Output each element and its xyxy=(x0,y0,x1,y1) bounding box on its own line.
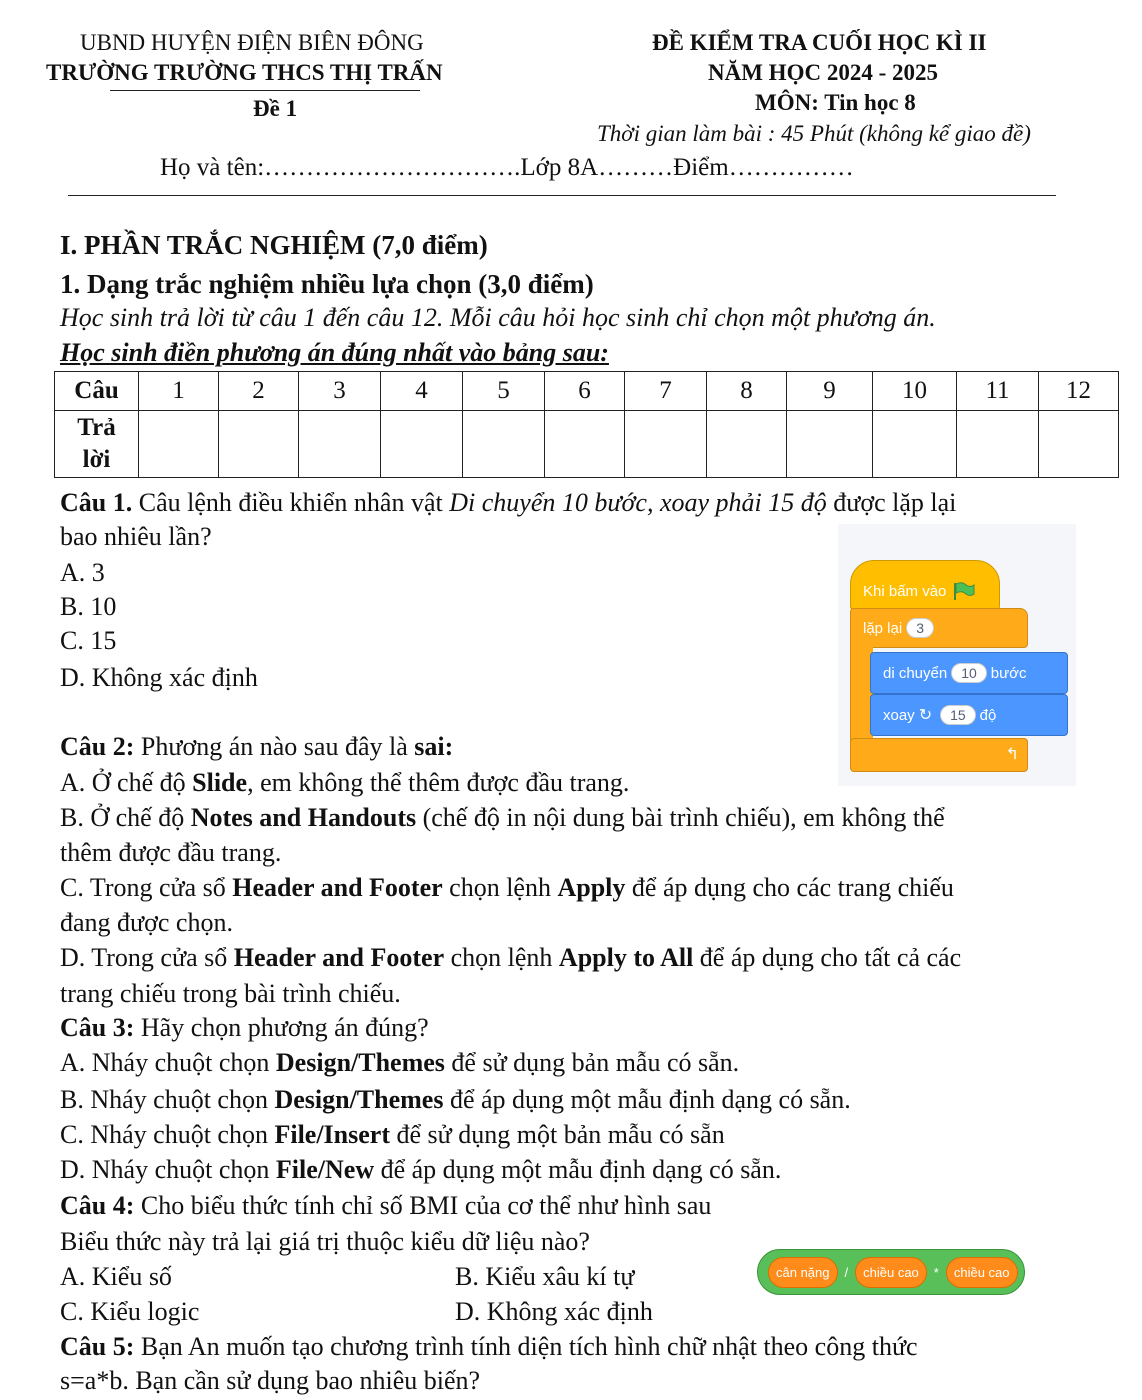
answer-cell[interactable] xyxy=(463,411,545,478)
q2-option-d-cont: trang chiếu trong bài trình chiếu. xyxy=(60,979,401,1008)
section-subtitle: 1. Dạng trắc nghiệm nhiều lựa chọn (3,0 điểm) xyxy=(60,269,594,299)
q4-option-c: C. Kiểu logic xyxy=(60,1297,200,1326)
time-limit: Thời gian làm bài : 45 Phút (không kể giao đề) xyxy=(597,121,1031,146)
question-5-line2: s=a*b. Bạn cần sử dụng bao nhiêu biến? xyxy=(60,1366,481,1395)
q2c-bold: Apply xyxy=(557,873,626,902)
question-number: 4 xyxy=(381,372,463,411)
answer-cell[interactable] xyxy=(957,411,1039,478)
question-1-label: Câu 1. xyxy=(60,488,133,517)
question-1-line2: bao nhiêu lần? xyxy=(60,522,212,551)
question-5-line1 xyxy=(60,1330,918,1364)
question-1-text-em: Di chuyển 10 bước, xoay phải 15 độ xyxy=(449,488,827,517)
q2-option-b xyxy=(60,801,945,835)
repeat-label: lặp lại xyxy=(863,619,903,637)
answer-cell[interactable] xyxy=(707,411,787,478)
repeat-block-bottom xyxy=(850,738,1028,772)
q2-option-b-cont: thêm được đầu trang. xyxy=(60,838,282,867)
answer-cell[interactable] xyxy=(139,411,219,478)
turn-degrees-value: 15 xyxy=(940,705,976,725)
question-2-line xyxy=(60,730,453,764)
q2d-bold: Header and Footer xyxy=(233,943,445,972)
answer-cell[interactable] xyxy=(219,411,299,478)
q3-option-a xyxy=(60,1046,739,1080)
q3b-bold: Design/Themes xyxy=(274,1085,444,1114)
q2-option-c-cont: đang được chọn. xyxy=(60,908,233,937)
question-number: 7 xyxy=(625,372,707,411)
q2d-part: để áp dụng cho tất cả các xyxy=(693,943,962,972)
q2d-part: D. Trong cửa sổ xyxy=(60,943,234,972)
question-3-text: Hãy chọn phương án đúng? xyxy=(134,1013,429,1042)
question-1-text-b: được lặp lại xyxy=(826,488,957,517)
move-label: di chuyển xyxy=(883,664,948,682)
q3-option-b xyxy=(60,1083,851,1117)
q1-option-d: D. Không xác định xyxy=(60,663,258,692)
q3a-bold: Design/Themes xyxy=(275,1048,445,1077)
q4-option-a: A. Kiểu số xyxy=(60,1262,172,1291)
bmi-expression-block xyxy=(757,1249,1025,1295)
operator-multiply: * xyxy=(933,1264,939,1280)
green-flag-icon xyxy=(952,581,976,601)
question-number: 12 xyxy=(1039,372,1119,411)
q2c-bold: Header and Footer xyxy=(232,873,443,902)
answer-cell[interactable] xyxy=(873,411,957,478)
question-number: 9 xyxy=(787,372,873,411)
q2a-part: , em không thể thêm được đầu trang. xyxy=(247,768,630,797)
turn-right-block xyxy=(870,694,1068,736)
question-number: 10 xyxy=(873,372,957,411)
q3c-bold: File/Insert xyxy=(274,1120,390,1149)
question-number: 6 xyxy=(545,372,625,411)
q3c-part: C. Nháy chuột chọn xyxy=(60,1120,275,1149)
q2c-part: để áp dụng cho các trang chiếu xyxy=(625,873,954,902)
question-3-label: Câu 3: xyxy=(60,1013,135,1042)
question-1-text-a: Câu lệnh điều khiển nhân vật xyxy=(132,488,450,517)
move-unit: bước xyxy=(990,664,1027,682)
q2-option-a xyxy=(60,766,629,800)
q3d-bold: File/New xyxy=(275,1155,375,1184)
q2b-part: B. Ở chế độ xyxy=(60,803,191,832)
var-weight: cân nặng xyxy=(768,1257,838,1288)
answer-cell[interactable] xyxy=(299,411,381,478)
rotate-clockwise-icon: ↻ xyxy=(918,707,933,724)
question-4-text: Cho biểu thức tính chỉ số BMI của cơ thể như hình sau xyxy=(134,1191,712,1220)
student-info-line: Họ và tên:………………………….Lớp 8A………Điểm…………… xyxy=(160,154,854,181)
q3-option-d xyxy=(60,1153,781,1187)
q2-option-c xyxy=(60,871,954,905)
school-name: TRƯỜNG TRƯỜNG THCS THỊ TRẤN xyxy=(46,60,443,85)
subject: MÔN: Tin học 8 xyxy=(755,90,916,115)
repeat-count: 3 xyxy=(906,618,934,638)
repeat-block xyxy=(850,608,1028,648)
hat-block-label: Khi bấm vào xyxy=(863,582,947,600)
school-underline xyxy=(110,90,420,91)
question-number: 1 xyxy=(139,372,219,411)
q3a-part: để sử dụng bản mẫu có sẵn. xyxy=(444,1048,740,1077)
q2d-part: chọn lệnh xyxy=(444,943,559,972)
row-label-answer-line2: lời xyxy=(82,446,111,473)
q3c-part: để sử dụng một bản mẫu có sẵn xyxy=(390,1120,725,1149)
q2c-part: C. Trong cửa sổ xyxy=(60,873,233,902)
move-steps-value: 10 xyxy=(951,663,987,683)
question-number: 5 xyxy=(463,372,545,411)
answer-cell[interactable] xyxy=(1039,411,1119,478)
turn-label: xoay xyxy=(883,706,915,724)
instruction-2: Học sinh điền phương án đúng nhất vào bảng sau: xyxy=(60,338,609,367)
question-4-line1 xyxy=(60,1189,711,1223)
q3-option-c xyxy=(60,1118,725,1152)
answer-cell[interactable] xyxy=(625,411,707,478)
q3d-part: để áp dụng một mẫu định dạng có sẵn. xyxy=(374,1155,782,1184)
q1-option-b: B. 10 xyxy=(60,592,117,621)
section-title: I. PHẦN TRẮC NGHIỆM (7,0 điểm) xyxy=(60,230,488,260)
question-5-text: Bạn An muốn tạo chương trình tính diện tích hình chữ nhật theo công thức xyxy=(134,1332,918,1361)
q3b-part: để áp dụng một mẫu định dạng có sẵn. xyxy=(443,1085,851,1114)
question-number: 11 xyxy=(957,372,1039,411)
instruction-1: Học sinh trả lời từ câu 1 đến câu 12. Mỗi câu hỏi học sinh chỉ chọn một phương án. xyxy=(60,303,936,332)
q2c-part: chọn lệnh xyxy=(442,873,558,902)
operator-divide: / xyxy=(844,1264,849,1280)
var-height: chiều cao xyxy=(855,1257,927,1288)
q3d-part: D. Nháy chuột chọn xyxy=(60,1155,276,1184)
answer-cell[interactable] xyxy=(545,411,625,478)
answer-table xyxy=(54,371,1119,478)
q3b-part: B. Nháy chuột chọn xyxy=(60,1085,275,1114)
question-2-text-bold: sai: xyxy=(414,732,454,761)
q4-option-b: B. Kiểu xâu kí tự xyxy=(455,1262,635,1291)
question-3-line xyxy=(60,1011,429,1045)
q2a-bold: Slide xyxy=(192,768,248,797)
q2-option-d xyxy=(60,941,961,975)
row-label-answer xyxy=(55,411,139,478)
question-number: 2 xyxy=(219,372,299,411)
question-5-label: Câu 5: xyxy=(60,1332,135,1361)
answer-cell[interactable] xyxy=(787,411,873,478)
question-2-label: Câu 2: xyxy=(60,732,135,761)
q2b-bold: Notes and Handouts xyxy=(190,803,417,832)
question-number: 3 xyxy=(299,372,381,411)
answer-cell[interactable] xyxy=(381,411,463,478)
q2a-part: A. Ở chế độ xyxy=(60,768,193,797)
q3a-part: A. Nháy chuột chọn xyxy=(60,1048,276,1077)
question-1-line1 xyxy=(60,486,956,520)
question-4-label: Câu 4: xyxy=(60,1191,135,1220)
school-year: NĂM HỌC 2024 - 2025 xyxy=(708,60,938,85)
header-divider xyxy=(68,195,1056,196)
turn-unit: độ xyxy=(979,706,997,724)
row-label-answer-line1: Trả xyxy=(77,414,116,441)
q1-option-a: A. 3 xyxy=(60,558,105,587)
q2b-part: (chế độ in nội dung bài trình chiếu), em không thể xyxy=(416,803,945,832)
question-2-text: Phương án nào sau đây là xyxy=(134,732,415,761)
row-label-question: Câu xyxy=(55,372,139,411)
when-flag-clicked-block xyxy=(850,560,1000,612)
question-number: 8 xyxy=(707,372,787,411)
move-steps-block xyxy=(870,652,1068,694)
q4-option-d: D. Không xác định xyxy=(455,1297,653,1326)
q2d-bold: Apply to All xyxy=(558,943,694,972)
district-name: UBND HUYỆN ĐIỆN BIÊN ĐÔNG xyxy=(80,30,424,55)
scratch-script-image xyxy=(838,524,1076,786)
question-4-line2: Biểu thức này trả lại giá trị thuộc kiểu dữ liệu nào? xyxy=(60,1227,590,1256)
var-height: chiều cao xyxy=(946,1257,1018,1288)
exam-title: ĐỀ KIỂM TRA CUỐI HỌC KÌ II xyxy=(652,30,987,55)
q1-option-c: C. 15 xyxy=(60,626,117,655)
loop-arrow-icon: ↰ xyxy=(1005,746,1019,763)
exam-code: Đề 1 xyxy=(253,96,298,121)
